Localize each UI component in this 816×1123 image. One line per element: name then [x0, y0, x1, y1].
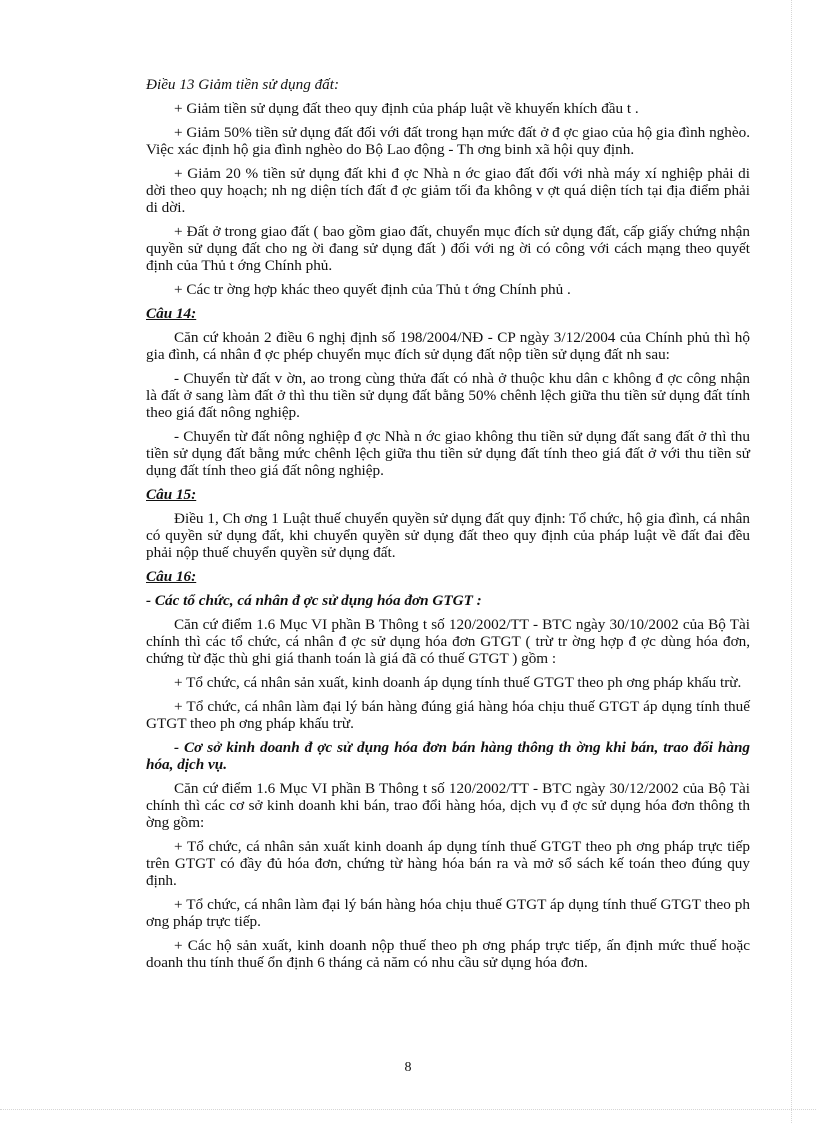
body-paragraph: - Chuyển từ đất v ờn, ao trong cùng thửa đất có nhà ở thuộc khu dân c không đ ợc công nhận là đất ở sang làm đất ở thì thu tiền sử dụng đất bằng 50% chênh lệch giữa thu tiền sử dụng đất tính theo giá đất nông nghiệp. — [146, 370, 750, 421]
body-paragraph: + Các tr ờng hợp khác theo quyết định của Thủ t ớng Chính phủ . — [174, 281, 571, 298]
body-paragraph: + Tổ chức, cá nhân sản xuất, kinh doanh áp dụng tính thuế GTGT theo ph ơng pháp khấu trừ. — [174, 674, 742, 691]
body-paragraph: + Các hộ sản xuất, kinh doanh nộp thuế theo ph ơng pháp trực tiếp, ấn định mức thuế hoặc doanh thu tính thuế ổn định 6 tháng cả năm có nhu cầu sử dụng hóa đơn. — [146, 937, 750, 971]
section-heading-label: Câu 14: — [146, 305, 197, 322]
body-paragraph: Căn cứ khoản 2 điều 6 nghị định số 198/2004/NĐ - CP ngày 3/12/2004 của Chính phủ thì hộ gia đình, cá nhân đ ợc phép chuyển mục đích sử dụng đất nộp tiền sử dụng đất nh sau: — [146, 329, 750, 363]
body-paragraph: + Giảm tiền sử dụng đất theo quy định của pháp luật về khuyến khích đầu t . — [174, 100, 639, 117]
body-paragraph: Căn cứ điểm 1.6 Mục VI phần B Thông t số 120/2002/TT - BTC ngày 30/10/2002 của Bộ Tài chính thì các tổ chức, cá nhân đ ợc sử dụng hóa đơn GTGT ( trừ tr ờng hợp đ ợc dùng hóa đơn, chứng từ đặc thù ghi giá thanh toán là giá đã có thuế GTGT ) gồm : — [146, 616, 750, 667]
section-heading-label: Câu 15: — [146, 486, 197, 503]
section-heading — [146, 568, 750, 585]
body-paragraph: + Giảm 50% tiền sử dụng đất đối với đất trong hạn mức đất ở đ ợc giao của hộ gia đình nghèo. Việc xác định hộ gia đình nghèo do Bộ Lao động - Th ơng binh xã hội quy định. — [146, 124, 750, 158]
body-paragraph: + Tổ chức, cá nhân sản xuất kinh doanh áp dụng tính thuế GTGT theo ph ơng pháp trực tiếp trên GTGT có đầy đủ hóa đơn, chứng từ hàng hóa bán ra và mở sổ sách kế toán theo đúng quy định. — [146, 838, 750, 889]
section-heading-label: Câu 16: — [146, 568, 197, 585]
body-paragraph: + Giảm 20 % tiền sử dụng đất khi đ ợc Nhà n ớc giao đất đối với nhà máy xí nghiệp phải di dời theo quy hoạch; nh ng diện tích đất đ ợc giảm tối đa không v ợt quá diện tích tại địa điểm phải di dời. — [146, 165, 750, 216]
body-paragraph: Điều 1, Ch ơng 1 Luật thuế chuyển quyền sử dụng đất quy định: Tổ chức, hộ gia đình, cá nhân có quyền sử dụng đất, khi chuyển quyền sử dụng đất theo quy định của pháp luật về đất đai đều phải nộp thuế chuyển quyền sử dụng đất. — [146, 510, 750, 561]
body-paragraph: Căn cứ điểm 1.6 Mục VI phần B Thông t số 120/2002/TT - BTC ngày 30/12/2002 của Bộ Tài chính thì các cơ sở kinh doanh khi bán, trao đổi hàng hóa, dịch vụ đ ợc sử dụng hóa đơn thông th ờng gồm: — [146, 780, 750, 831]
body-paragraph: + Đất ở trong giao đất ( bao gồm giao đất, chuyển mục đích sử dụng đất, cấp giấy chứng nhận quyền sử dụng đất cho ng ời đang sử dụng đất ) đối với ng ời có công với cách mạng theo quyết định của Thủ t ớng Chính phủ. — [146, 223, 750, 274]
body-paragraph: + Tổ chức, cá nhân làm đại lý bán hàng đúng giá hàng hóa chịu thuế GTGT áp dụng tính thuế GTGT theo ph ơng pháp khấu trừ. — [146, 698, 750, 732]
article-title: Điều 13 Giảm tiền sử dụng đất: — [146, 76, 340, 93]
document-body — [146, 76, 750, 978]
page-border-right — [791, 0, 792, 1123]
page-number: 8 — [404, 1060, 412, 1075]
body-paragraph: - Chuyển từ đất nông nghiệp đ ợc Nhà n ớc giao không thu tiền sử dụng đất sang đất ở thì thu tiền sử dụng đất bằng mức chênh lệch giữa thu tiền sử dụng đất tính theo giá đất ở với thu tiền sử dụng đất tính theo giá đất nông nghiệp. — [146, 428, 750, 479]
page-border-bottom — [0, 1109, 816, 1110]
section-heading — [146, 305, 750, 322]
section-heading — [146, 486, 750, 503]
subheading-paragraph: - Cơ sở kinh doanh đ ợc sử dụng hóa đơn bán hàng thông th ờng khi bán, trao đổi hàng hóa, dịch vụ. — [146, 739, 750, 773]
body-paragraph: + Tổ chức, cá nhân làm đại lý bán hàng hóa chịu thuế GTGT áp dụng tính thuế GTGT theo ph ơng pháp trực tiếp. — [146, 896, 750, 930]
subheading-paragraph: - Các tổ chức, cá nhân đ ợc sử dụng hóa đơn GTGT : — [146, 592, 482, 609]
